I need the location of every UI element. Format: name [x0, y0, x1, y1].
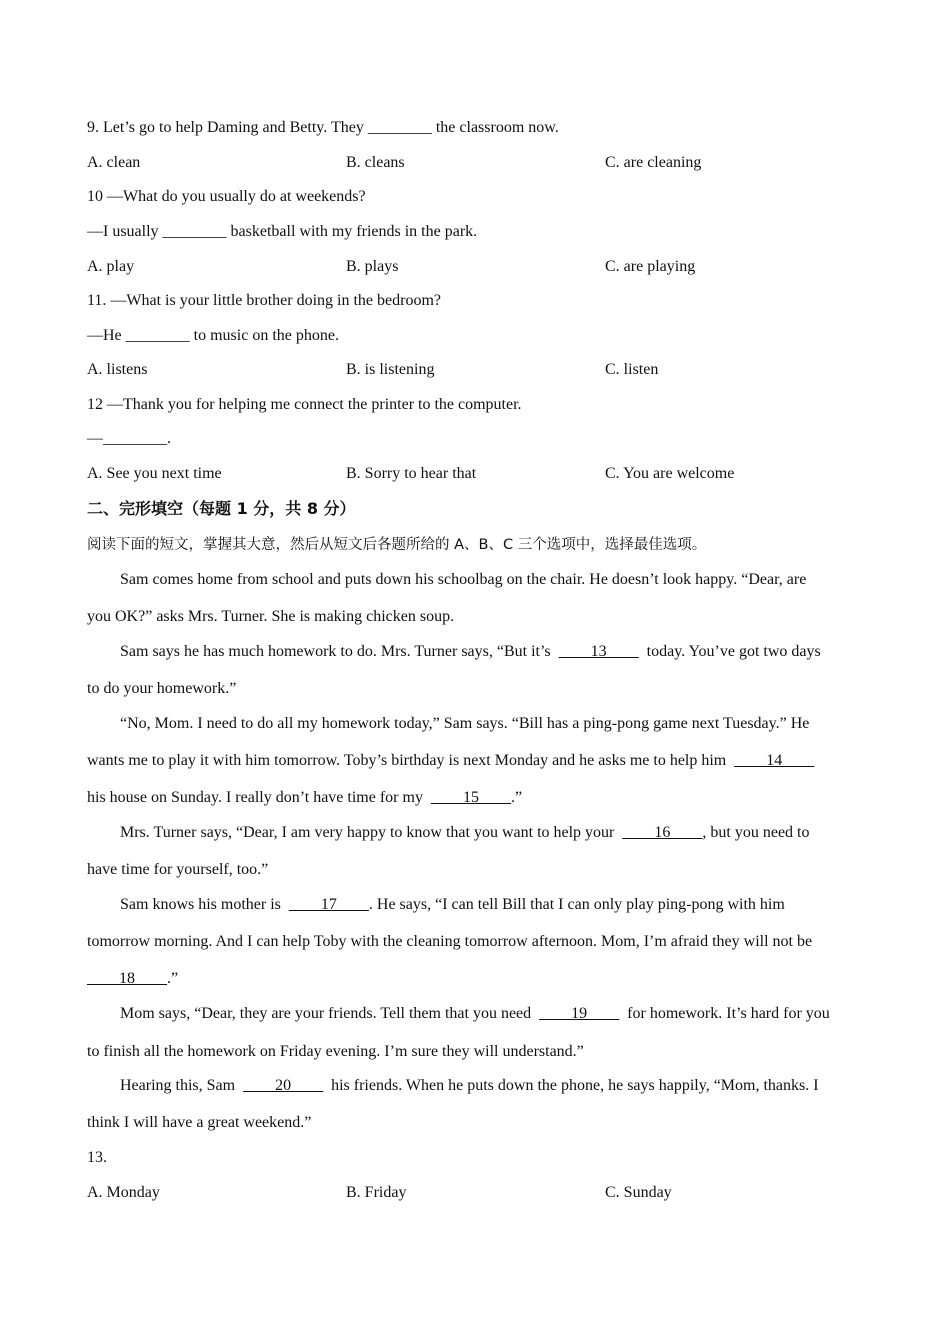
question-11-option-b: B. is listening	[346, 361, 435, 378]
blank-18: ____18____	[87, 970, 167, 987]
question-9-option-a: A. clean	[87, 154, 141, 171]
passage-line: “No, Mom. I need to do all my homework today,” Sam says. “Bill has a ping-pong game next Tuesday.” He	[120, 715, 810, 732]
question-10-stem: 10 —What do you usually do at weekends?	[87, 188, 366, 205]
passage-line	[87, 788, 522, 808]
passage-text: .”	[167, 970, 179, 987]
passage-text: Sam says he has much homework to do. Mrs. Turner says, “But it’s	[120, 643, 559, 660]
passage-line	[87, 969, 178, 989]
passage-line: think I will have a great weekend.”	[87, 1114, 312, 1131]
passage-line: to finish all the homework on Friday evening. I’m sure they will understand.”	[87, 1043, 584, 1060]
blank-20: ____20____	[243, 1077, 324, 1094]
passage-text: Sam knows his mother is	[120, 896, 289, 913]
question-13-option-b: B. Friday	[346, 1184, 407, 1201]
passage-text: today. You’ve got two days	[638, 643, 821, 660]
question-11-stem: 11. —What is your little brother doing in the bedroom?	[87, 292, 441, 309]
blank-16: ____16____	[622, 824, 703, 841]
question-13-option-c: C. Sunday	[605, 1184, 672, 1201]
passage-text: Mom says, “Dear, they are your friends. Tell them that you need	[120, 1005, 540, 1022]
section-heading: 二、完形填空（每题 1 分，共 8 分）	[87, 499, 356, 518]
passage-line: Sam comes home from school and puts down his schoolbag on the chair. He doesn’t look happy. “Dear, are	[120, 571, 807, 588]
passage-line	[87, 1004, 830, 1024]
blank-13: ____13____	[558, 643, 639, 660]
question-13-option-a: A. Monday	[87, 1184, 160, 1201]
question-10-reply: —I usually ________ basketball with my friends in the park.	[87, 223, 478, 240]
question-11-option-c: C. listen	[605, 361, 659, 378]
passage-line	[87, 751, 814, 771]
question-10-option-a: A. play	[87, 258, 135, 275]
question-10-option-c: C. are playing	[605, 258, 696, 275]
question-9-option-b: B. cleans	[346, 154, 405, 171]
passage-line	[87, 642, 821, 662]
question-12-option-a: A. See you next time	[87, 465, 222, 482]
blank-14: ____14____	[734, 752, 815, 769]
passage-line	[87, 823, 809, 843]
passage-line: tomorrow morning. And I can help Toby with the cleaning tomorrow afternoon. Mom, I’m afraid they will not be	[87, 933, 813, 950]
passage-line: to do your homework.”	[87, 680, 237, 697]
passage-text: his house on Sunday. I really don’t have time for my	[87, 789, 431, 806]
question-12-option-b: B. Sorry to hear that	[346, 465, 477, 482]
passage-text: .”	[510, 789, 523, 806]
passage-line	[87, 1076, 819, 1096]
question-11-option-a: A. listens	[87, 361, 148, 378]
section-instruction: 阅读下面的短文，掌握其大意，然后从短文后各题所给的 A、B、C 三个选项中，选择最佳选项。	[87, 537, 707, 553]
passage-line: have time for yourself, too.”	[87, 861, 269, 878]
question-10-option-b: B. plays	[346, 258, 399, 275]
passage-text: his friends. When he puts down the phone, he says happily, “Mom, thanks. I	[323, 1077, 819, 1094]
question-9-stem: 9. Let’s go to help Daming and Betty. They ________ the classroom now.	[87, 119, 559, 136]
question-12-stem: 12 —Thank you for helping me connect the printer to the computer.	[87, 396, 522, 413]
blank-17: ____17____	[288, 896, 369, 913]
question-12-reply: —________.	[87, 430, 171, 447]
passage-text: Mrs. Turner says, “Dear, I am very happy to know that you want to help your	[120, 824, 623, 841]
question-13-number: 13.	[87, 1149, 107, 1166]
passage-text: for homework. It’s hard for you	[619, 1005, 830, 1022]
question-12-option-c: C. You are welcome	[605, 465, 735, 482]
blank-15: ____15____	[430, 789, 511, 806]
passage-text: , but you need to	[702, 824, 810, 841]
blank-19: ____19____	[539, 1005, 620, 1022]
passage-text: wants me to play it with him tomorrow. Toby’s birthday is next Monday and he asks me to help him	[87, 752, 735, 769]
passage-text: Hearing this, Sam	[120, 1077, 244, 1094]
passage-text: . He says, “I can tell Bill that I can only play ping-pong with him	[368, 896, 785, 913]
question-9-option-c: C. are cleaning	[605, 154, 702, 171]
passage-line	[87, 895, 785, 915]
passage-line: you OK?” asks Mrs. Turner. She is making chicken soup.	[87, 608, 455, 625]
question-11-reply: —He ________ to music on the phone.	[87, 327, 339, 344]
